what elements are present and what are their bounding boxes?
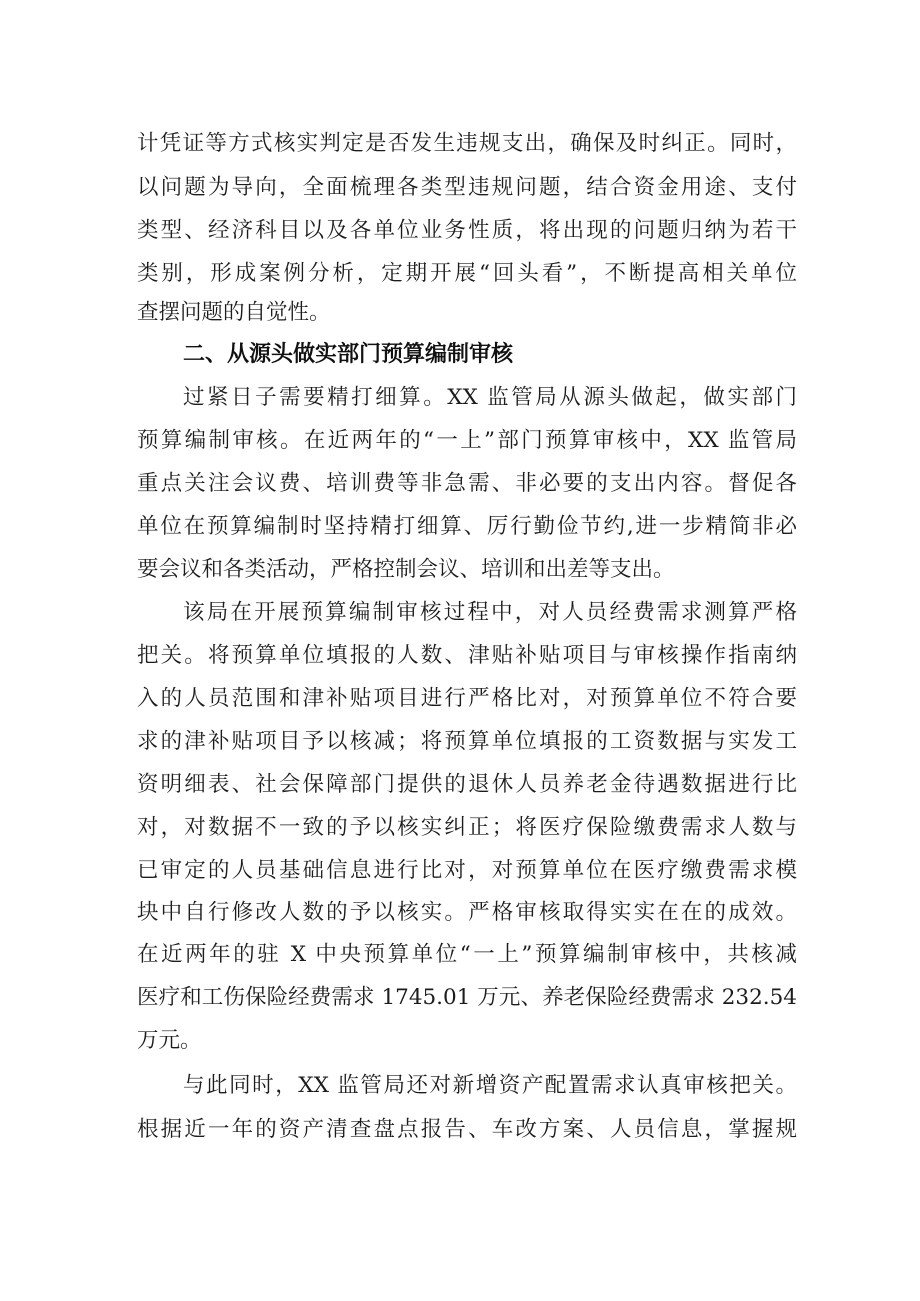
text-line: 资明细表、社会保障部门提供的退休人员养老金待遇数据进行比 [137,772,797,797]
text-line: 过紧日子需要精打细算。XX 监管局从源头做起，做实部门 [183,385,797,410]
text-line: 要会议和各类活动，严格控制会议、培训和出差等支出。 [137,557,675,582]
text-line: 入的人员范围和津补贴项目进行严格比对，对预算单位不符合要 [137,686,797,711]
text-line: 以问题为导向，全面梳理各类型违规问题，结合资金用途、支付 [137,175,797,200]
text-line: 类型、经济科目以及各单位业务性质，将出现的问题归纳为若干 [137,218,797,243]
text-line: 预算编制审核。在近两年的“一上”部门预算审核中，XX 监管局 [137,428,797,453]
text-line: 块中自行修改人数的予以核实。严格审核取得实实在在的成效。 [137,900,797,925]
text-line: 计凭证等方式核实判定是否发生违规支出，确保及时纠正。同时， [137,131,797,156]
text-line: 类别，形成案例分析，定期开展“回头看”，不断提高相关单位 [137,261,797,286]
text-line: 该局在开展预算编制审核过程中，对人员经费需求测算严格 [183,600,797,625]
section-heading: 二、从源头做实部门预算编制审核 [183,342,514,367]
text-line: 医疗和工伤保险经费需求 1745.01 万元、养老保险经费需求 232.54 [137,985,797,1010]
text-line: 与此同时，XX 监管局还对新增资产配置需求认真审核把关。 [183,1073,797,1098]
text-line: 在近两年的驻 X 中央预算单位“一上”预算编制审核中，共核减 [137,942,797,967]
text-line: 万元。 [137,1028,202,1053]
text-line: 把关。将预算单位填报的人数、津贴补贴项目与审核操作指南纳 [137,643,797,668]
text-line: 已审定的人员基础信息进行比对，对预算单位在医疗缴费需求模 [137,858,797,883]
text-line: 求的津补贴项目予以核减；将预算单位填报的工资数据与实发工 [137,729,797,754]
text-line: 单位在预算编制时坚持精打细算、厉行勤俭节约,进一步精简非必 [137,514,797,539]
text-line: 根据近一年的资产清查盘点报告、车改方案、人员信息，掌握规 [137,1117,797,1142]
text-line: 重点关注会议费、培训费等非急需、非必要的支出内容。督促各 [137,471,797,496]
text-line: 查摆问题的自觉性。 [137,300,331,325]
text-line: 对，对数据不一致的予以核实纠正；将医疗保险缴费需求人数与 [137,815,797,840]
